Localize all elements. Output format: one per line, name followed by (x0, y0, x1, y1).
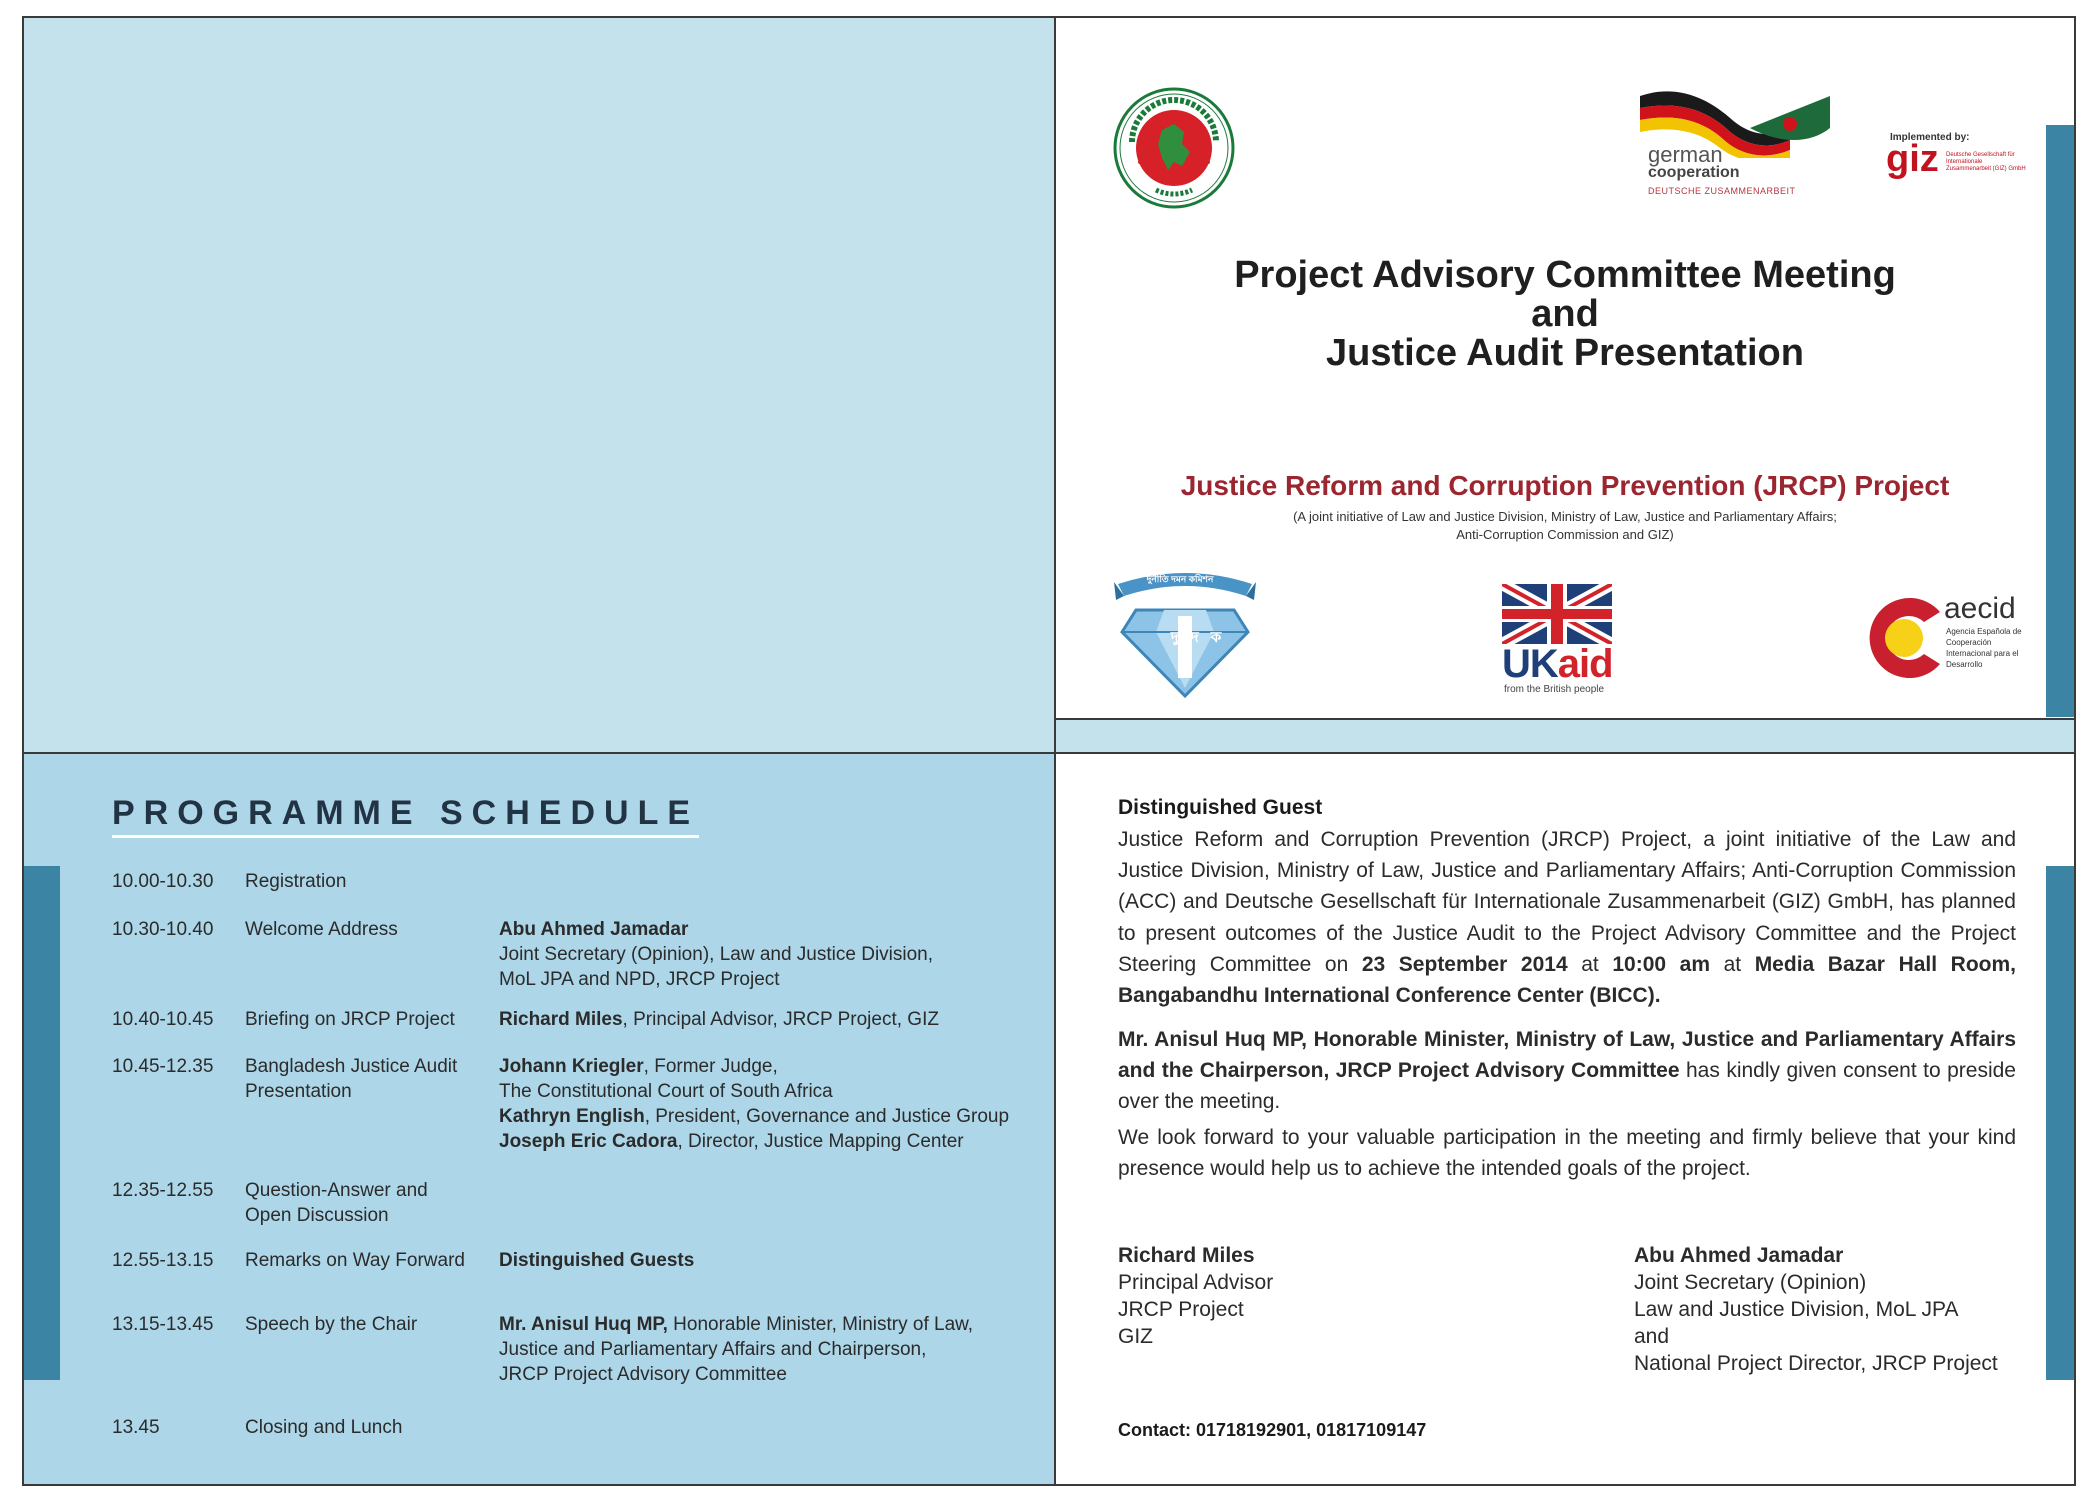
invitation-accent-bar (2046, 866, 2074, 1380)
project-name: Justice Reform and Corruption Prevention (JRCP) Project (1180, 470, 1950, 501)
speaker-name: Distinguished Guests (499, 1250, 695, 1271)
aecid-logo-icon (1858, 594, 1942, 682)
invitation-paragraph-2 (1118, 1024, 2016, 1118)
speaker-name: Abu Ahmed Jamadar (499, 919, 689, 940)
invitation-text: Justice Reform and Corruption Prevention (JRCP) Project, a joint initiative of the Law and Justice Division, Ministry of Law, Justice and Parliamentary Affairs; Anti-Corruption Commission (ACC) and Deutsche Gesellschaft für Internationale Zusammenarbeit (GIZ) GmbH, has planned to present outcomes of the Justice Audit to the Project Advisory Committee and the Project Steering Committee on (1118, 828, 2016, 976)
schedule-item: Registration (245, 871, 347, 892)
speaker-name: Kathryn English (499, 1106, 645, 1127)
schedule-speaker (499, 1054, 1039, 1154)
schedule-time: 13.45 (112, 1417, 160, 1438)
german-cooperation-word: german (1648, 142, 1723, 167)
signature-right (1634, 1242, 1998, 1377)
schedule-item-line: Open Discussion (245, 1205, 389, 1226)
speaker-name: Mr. Anisul Huq MP, (499, 1314, 668, 1335)
speaker-name: Johann Kriegler (499, 1056, 644, 1077)
invitation-time: 10:00 am (1612, 952, 1710, 976)
schedule-time: 12.35-12.55 (112, 1180, 214, 1201)
speaker-detail: The Constitutional Court of South Africa (499, 1081, 833, 1102)
cover-title-line1: Project Advisory Committee Meeting (1234, 254, 1896, 296)
schedule-time: 10.00-10.30 (112, 871, 214, 892)
speaker-detail: , Former Judge, (643, 1056, 778, 1077)
schedule-item-line: Presentation (245, 1081, 352, 1102)
signatory-detail: Law and Justice Division, MoL JPA (1634, 1298, 1959, 1321)
project-subtitle (1240, 508, 1890, 544)
invitation-chair: Mr. Anisul Huq MP, Honorable Minister, Ministry of Law, Justice and Parliamentary Affairs and the Chairperson, JRCP Project Advisory Committee (1118, 1028, 2016, 1083)
speaker-detail: JRCP Project Advisory Committee (499, 1364, 787, 1385)
signatory-name: Richard Miles (1118, 1244, 1255, 1267)
schedule-item-line: Bangladesh Justice Audit (245, 1056, 458, 1077)
schedule-speaker (499, 1312, 1039, 1387)
signatory-detail: GIZ (1118, 1325, 1153, 1348)
invitation-text: at (1567, 952, 1613, 976)
cover-title (1080, 256, 2050, 373)
schedule-item (245, 1178, 485, 1228)
signatory-detail: Joint Secretary (Opinion) (1634, 1271, 1867, 1294)
speaker-detail: , Principal Advisor, JRCP Project, GIZ (622, 1009, 939, 1030)
aecid-full-name: Agencia Española de Cooperación Internacional para el Desarrollo (1946, 627, 2022, 669)
invitation-text: at (1710, 952, 1755, 976)
bangladesh-government-seal-icon (1112, 86, 1236, 210)
speaker-detail: Honorable Minister, Ministry of Law, (667, 1314, 974, 1335)
signature-left (1118, 1242, 1273, 1350)
speaker-detail: Joint Secretary (Opinion), Law and Justice Division, (499, 944, 934, 965)
schedule-speaker (499, 1007, 1039, 1032)
giz-full-name: Deutsche Gesellschaft für Internationale Zusammenarbeit (GIZ) GmbH (1946, 152, 2026, 172)
cover-title-line2: and (1531, 293, 1599, 335)
speaker-detail: MoL JPA and NPD, JRCP Project (499, 969, 780, 990)
schedule-speaker (499, 1248, 1039, 1273)
speaker-detail: Justice and Parliamentary Affairs and Chairperson, (499, 1339, 927, 1360)
project-subtitle-line2: Anti-Corruption Commission and GIZ) (1456, 527, 1674, 542)
invitation-date: 23 September 2014 (1361, 952, 1568, 976)
speaker-detail: , President, Governance and Justice Group (644, 1106, 1010, 1127)
schedule-item (245, 1054, 485, 1104)
schedule-time: 10.40-10.45 (112, 1009, 214, 1030)
invitation-paragraph-3: We look forward to your valuable participation in the meeting and firmly believe that your kind presence would help us to achieve the intended goals of the project. (1118, 1126, 2016, 1181)
signatory-detail: and (1634, 1325, 1670, 1348)
acc-banner-text: দুর্নীতি দমন কমিশন (1146, 574, 1214, 584)
giz-logo: giz (1886, 138, 1939, 180)
schedule-time: 10.30-10.40 (112, 919, 214, 940)
speaker-detail: , Director, Justice Mapping Center (677, 1131, 964, 1152)
schedule-item: Speech by the Chair (245, 1314, 418, 1335)
german-cooperation-word2: cooperation (1648, 164, 1740, 181)
signatory-detail: Principal Advisor (1118, 1271, 1274, 1294)
invitation-salutation: Distinguished Guest (1118, 796, 1323, 819)
acc-letters: দু দ ক (1170, 629, 1226, 646)
schedule-item-line: Question-Answer and (245, 1180, 428, 1201)
schedule-item: Welcome Address (245, 919, 398, 940)
invitation-paragraph-1 (1118, 824, 2016, 1011)
ukaid-wordmark (1502, 642, 1613, 687)
schedule-time: 13.15-13.45 (112, 1314, 214, 1335)
ukaid-tagline: from the British people (1504, 684, 1605, 695)
invitation-venue: Media Bazar Hall Room, Bangabandhu International Conference Center (BICC). (1118, 952, 2016, 1008)
cover-title-line3: Justice Audit Presentation (1326, 332, 1804, 374)
deutsche-zusammenarbeit-text: DEUTSCHE ZUSAMMENARBEIT (1648, 186, 1796, 196)
cover-accent-bar (2046, 125, 2074, 717)
schedule-accent-bar (24, 866, 60, 1380)
contact-numbers: Contact: 01718192901, 01817109147 (1118, 1420, 1427, 1440)
speaker-name: Richard Miles (499, 1009, 623, 1030)
schedule-time: 10.45-12.35 (112, 1056, 214, 1077)
schedule-item: Briefing on JRCP Project (245, 1009, 455, 1030)
invitation-text: has kindly given consent to preside over the meeting. (1118, 1059, 2016, 1114)
schedule-item: Remarks on Way Forward (245, 1250, 465, 1271)
schedule-title: PROGRAMME SCHEDULE (112, 794, 699, 838)
signatory-detail: National Project Director, JRCP Project (1634, 1352, 1998, 1375)
signatory-detail: JRCP Project (1118, 1298, 1244, 1321)
ukaid-uk: UK (1502, 642, 1558, 686)
ukaid-aid: aid (1557, 642, 1613, 686)
aecid-name: aecid (1944, 592, 2016, 625)
speaker-name: Joseph Eric Cadora (499, 1131, 678, 1152)
schedule-time: 12.55-13.15 (112, 1250, 214, 1271)
union-jack-flag-icon (1502, 584, 1612, 644)
giz-implemented-by: Implemented by: (1890, 132, 1970, 143)
signatory-name: Abu Ahmed Jamadar (1634, 1244, 1844, 1267)
schedule-item: Closing and Lunch (245, 1417, 403, 1438)
project-subtitle-line1: (A joint initiative of Law and Justice Division, Ministry of Law, Justice and Parliamentary Affairs; (1293, 509, 1837, 524)
schedule-speaker (499, 917, 1039, 992)
